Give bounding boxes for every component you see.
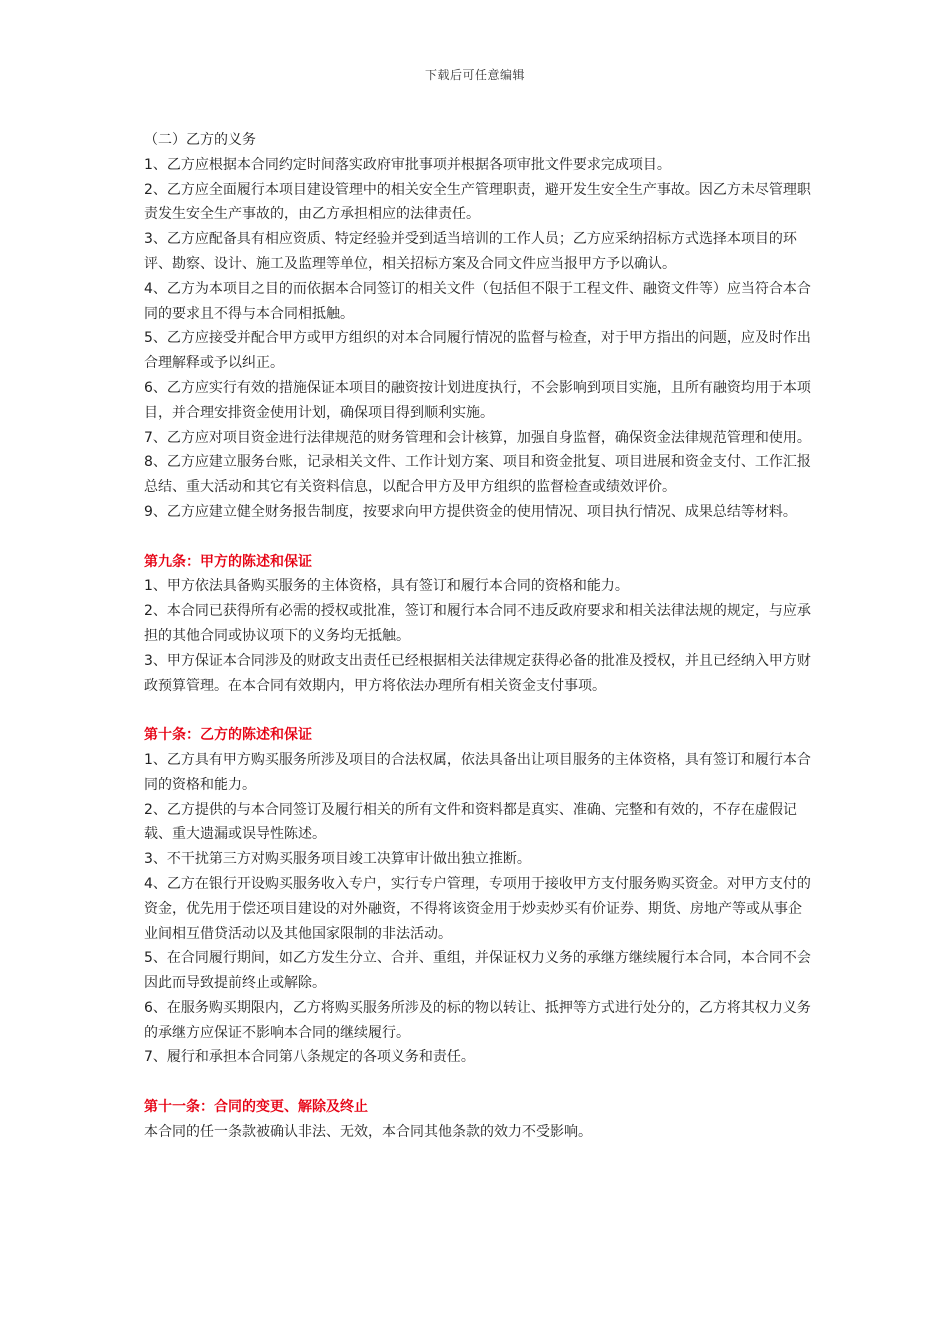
paragraph: 4、乙方在银行开设购买服务收入专户，实行专户管理，专项用于接收甲方支付服务购买资金。对甲方支付的资金，优先用于偿还项目建设的对外融资，不得将该资金用于炒卖炒买有价证券、期货、房地产等或从事企业间相互借贷活动以及其他国家限制的非法活动。 [144, 875, 811, 942]
spacer [144, 525, 814, 550]
paragraph: 1、乙方具有甲方购买服务所涉及项目的合法权属，依法具备出让项目服务的主体资格，具有签订和履行本合同的资格和能力。 [144, 751, 811, 793]
paragraph: 5、乙方应接受并配合甲方或甲方组织的对本合同履行情况的监督与检查，对于甲方指出的问题，应及时作出合理解释或予以纠正。 [144, 330, 811, 372]
paragraph: 6、在服务购买期限内，乙方将购买服务所涉及的标的物以转让、抵押等方式进行处分的，乙方将其权力义务的承继方应保证不影响本合同的继续履行。 [144, 999, 811, 1041]
page-header: 下载后可任意编辑 [424, 68, 525, 82]
paragraph: 2、本合同已获得所有必需的授权或批准，签订和履行本合同不违反政府要求和相关法律法规的规定，与应承担的其他合同或协议项下的义务均无抵触。 [144, 603, 811, 644]
article-10-title: 第十条：乙方的陈述和保证 [144, 727, 312, 744]
article-9-title: 第九条：甲方的陈述和保证 [144, 553, 312, 570]
spacer [144, 698, 814, 723]
paragraph: 9、乙方应建立健全财务报告制度，按要求向甲方提供资金的使用情况、项目执行情况、成果总结等材料。 [144, 503, 797, 520]
section-heading-party-b-obligations: （二）乙方的义务 [144, 132, 256, 148]
paragraph: 1、乙方应根据本合同约定时间落实政府审批事项并根据各项审批文件要求完成项目。 [144, 156, 671, 173]
paragraph: 3、不干扰第三方对购买服务项目竣工决算审计做出独立推断。 [144, 851, 531, 868]
paragraph: 7、履行和承担本合同第八条规定的各项义务和责任。 [144, 1049, 475, 1066]
spacer [144, 1070, 814, 1095]
paragraph: 本合同的任一条款被确认非法、无效，本合同其他条款的效力不受影响。 [144, 1123, 592, 1140]
paragraph: 2、乙方应全面履行本项目建设管理中的相关安全生产管理职责，避开发生安全生产事故。因乙方未尽管理职责发生安全生产事故的，由乙方承担相应的法律责任。 [144, 181, 811, 223]
article-11-title: 第十一条：合同的变更、解除及终止 [144, 1099, 368, 1116]
paragraph: 3、乙方应配备具有相应资质、特定经验并受到适当培训的工作人员；乙方应采纳招标方式选择本项目的环评、勘察、设计、施工及监理等单位，相关招标方案及合同文件应当报甲方予以确认。 [144, 231, 797, 272]
paragraph: 3、甲方保证本合同涉及的财政支出责任已经根据相关法律规定获得必备的批准及授权，并且已经纳入甲方财政预算管理。在本合同有效期内，甲方将依法办理所有相关资金支付事项。 [144, 652, 811, 694]
paragraph: 6、乙方应实行有效的措施保证本项目的融资按计划进度执行，不会影响到项目实施，且所有融资均用于本项目，并合理安排资金使用计划，确保项目得到顺利实施。 [144, 379, 811, 421]
document-body [144, 128, 814, 1145]
paragraph: 7、乙方应对项目资金进行法律规范的财务管理和会计核算，加强自身监督，确保资金法律规范管理和使用。 [144, 429, 811, 446]
paragraph: 2、乙方提供的与本合同签订及履行相关的所有文件和资料都是真实、准确、完整和有效的，不存在虚假记载、重大遗漏或误导性陈述。 [144, 801, 797, 843]
paragraph: 5、在合同履行期间，如乙方发生分立、合并、重组，并保证权力义务的承继方继续履行本合同，本合同不会因此而导致提前终止或解除。 [144, 950, 811, 992]
paragraph: 8、乙方应建立服务台账，记录相关文件、工作计划方案、项目和资金批复、项目进展和资金支付、工作汇报总结、重大活动和其它有关资料信息，以配合甲方及甲方组织的监督检查或绩效评价。 [144, 454, 811, 496]
paragraph: 1、甲方依法具备购买服务的主体资格，具有签订和履行本合同的资格和能力。 [144, 578, 629, 595]
paragraph: 4、乙方为本项目之目的而依据本合同签订的相关文件（包括但不限于工程文件、融资文件等）应当符合本合同的要求且不得与本合同相抵触。 [144, 280, 811, 322]
